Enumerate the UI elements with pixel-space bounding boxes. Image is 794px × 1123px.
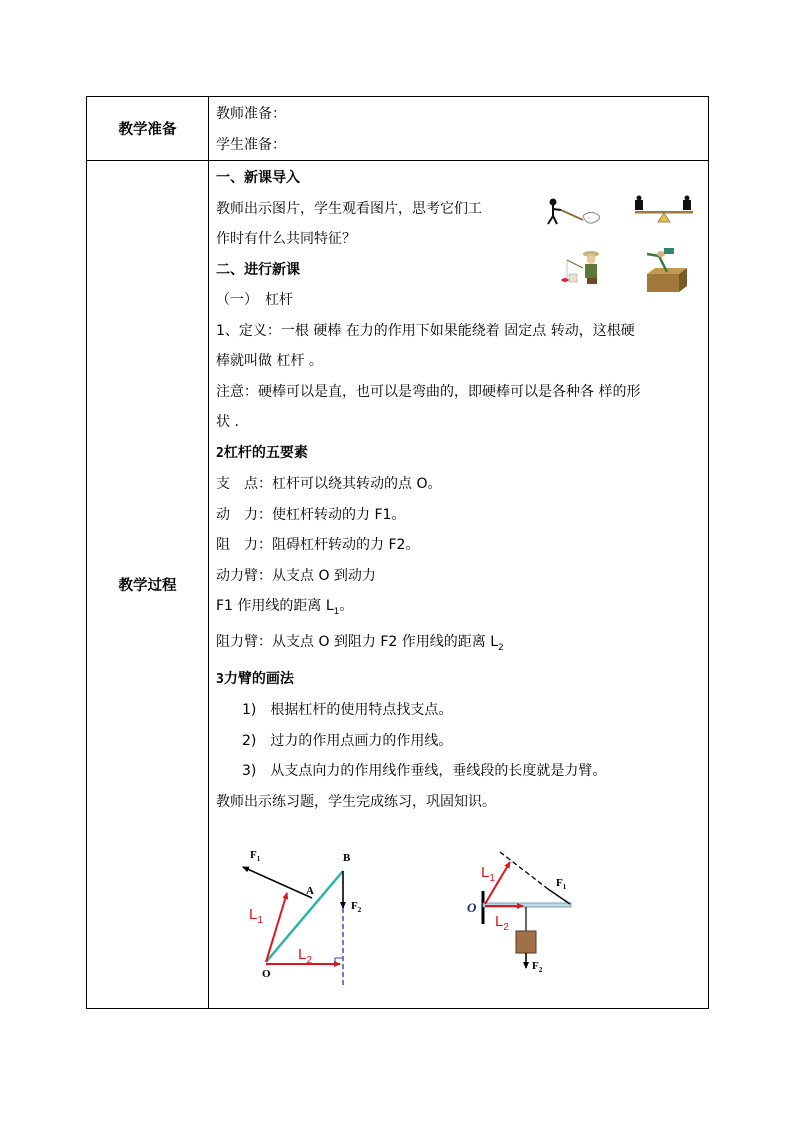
five-elements-title: [216, 438, 701, 470]
block-picture: [647, 248, 687, 292]
lever-arm-figure-2: [462, 840, 592, 980]
force-f1-arrow: [243, 867, 312, 898]
fisherman-picture: [561, 251, 599, 284]
point-a-label: A: [306, 885, 314, 897]
f1-label: $F_1$: [250, 849, 261, 863]
intro-pictures: [543, 194, 703, 294]
fulcrum-o-label: O: [262, 968, 271, 980]
prep-row: [87, 97, 709, 161]
intro-line-1: 教师出示图片，学生观看图片，思考它们工: [216, 200, 482, 217]
f2-label: $F_2$: [351, 900, 362, 914]
definition-line-1: 1、定义：一根 硬棒 在力的作用下如果能绕着 固定点 转动，这根硬: [216, 322, 635, 339]
prep-content: [209, 97, 709, 161]
l2-label: $L_2$: [495, 913, 509, 933]
f1-segment: [548, 889, 570, 904]
effort-arm-line-2: F1 作用线的距离 $L_1$。: [216, 598, 354, 617]
method-step-2: 2) 过力的作用点画力的作用线。: [242, 732, 453, 749]
note-line-1: 注意：硬棒可以是直，也可以是弯曲的，即硬棒可以是各种各 样的形: [216, 383, 641, 400]
effort-line: 动 力：使杠杆转动的力 F1。: [216, 506, 406, 523]
intro-line-2: 作时有什么共同特征？: [216, 231, 356, 247]
section1-title: 一、新课导入: [216, 170, 300, 186]
student-prep: 学生准备：: [216, 136, 286, 153]
section2-title: 二、进行新课: [216, 261, 300, 278]
weight-block: [516, 931, 536, 953]
fulcrum-o-label: O: [467, 900, 477, 915]
five-elements-text: 杠杆的五要素: [223, 444, 308, 461]
definition-line-2: 棒就叫做 杠杆 。: [216, 353, 323, 369]
method-step-1: 1) 根据杠杆的使用特点找支点。: [242, 702, 453, 719]
note-line-2: 状 .: [216, 414, 239, 430]
prep-label: 教学准备: [87, 97, 209, 161]
point-b-label: B: [343, 852, 351, 864]
l1-label: $L_1$: [481, 864, 495, 884]
f1-action-line: [500, 852, 548, 889]
f2-label: $F_2$: [532, 960, 543, 974]
lever-arm-figure-1: [232, 842, 382, 992]
five-elements-num: 2: [216, 445, 224, 461]
method-title: 3力臂的画法: [216, 670, 294, 687]
subsection-lever: （一） 杠杆: [216, 292, 293, 308]
effort-arm-line-1: 动力臂：从支点 O 到动力: [216, 567, 376, 584]
teacher-prep: 教师准备：: [216, 106, 286, 122]
resistance-arm-line: 阻力臂：从支点 O 到阻力 F2 作用线的距离 $L_2$: [216, 634, 504, 654]
l2-label: $L_2$: [298, 946, 312, 966]
crowbar-picture: [548, 199, 600, 225]
intro-illustrations: [543, 194, 703, 294]
svg-text:~: ~: [587, 216, 592, 222]
f1-label: $F_1$: [556, 877, 567, 891]
method-step-3: 3) 从支点向力的作用线作垂线，垂线段的长度就是力臂。: [242, 763, 607, 780]
resistance-line: 阻 力：阻碍杠杆转动的力 F2。: [216, 537, 420, 553]
process-label: 教学过程: [87, 161, 209, 1009]
practice-line: 教师出示练习题，学生完成练习，巩固知识。: [216, 793, 496, 810]
arm-l1-arrow: [266, 893, 287, 962]
seesaw-picture: [635, 196, 693, 223]
fulcrum-line: 支 点：杠杆可以绕其转动的点 O。: [216, 476, 442, 492]
l1-label: $L_1$: [249, 906, 263, 926]
